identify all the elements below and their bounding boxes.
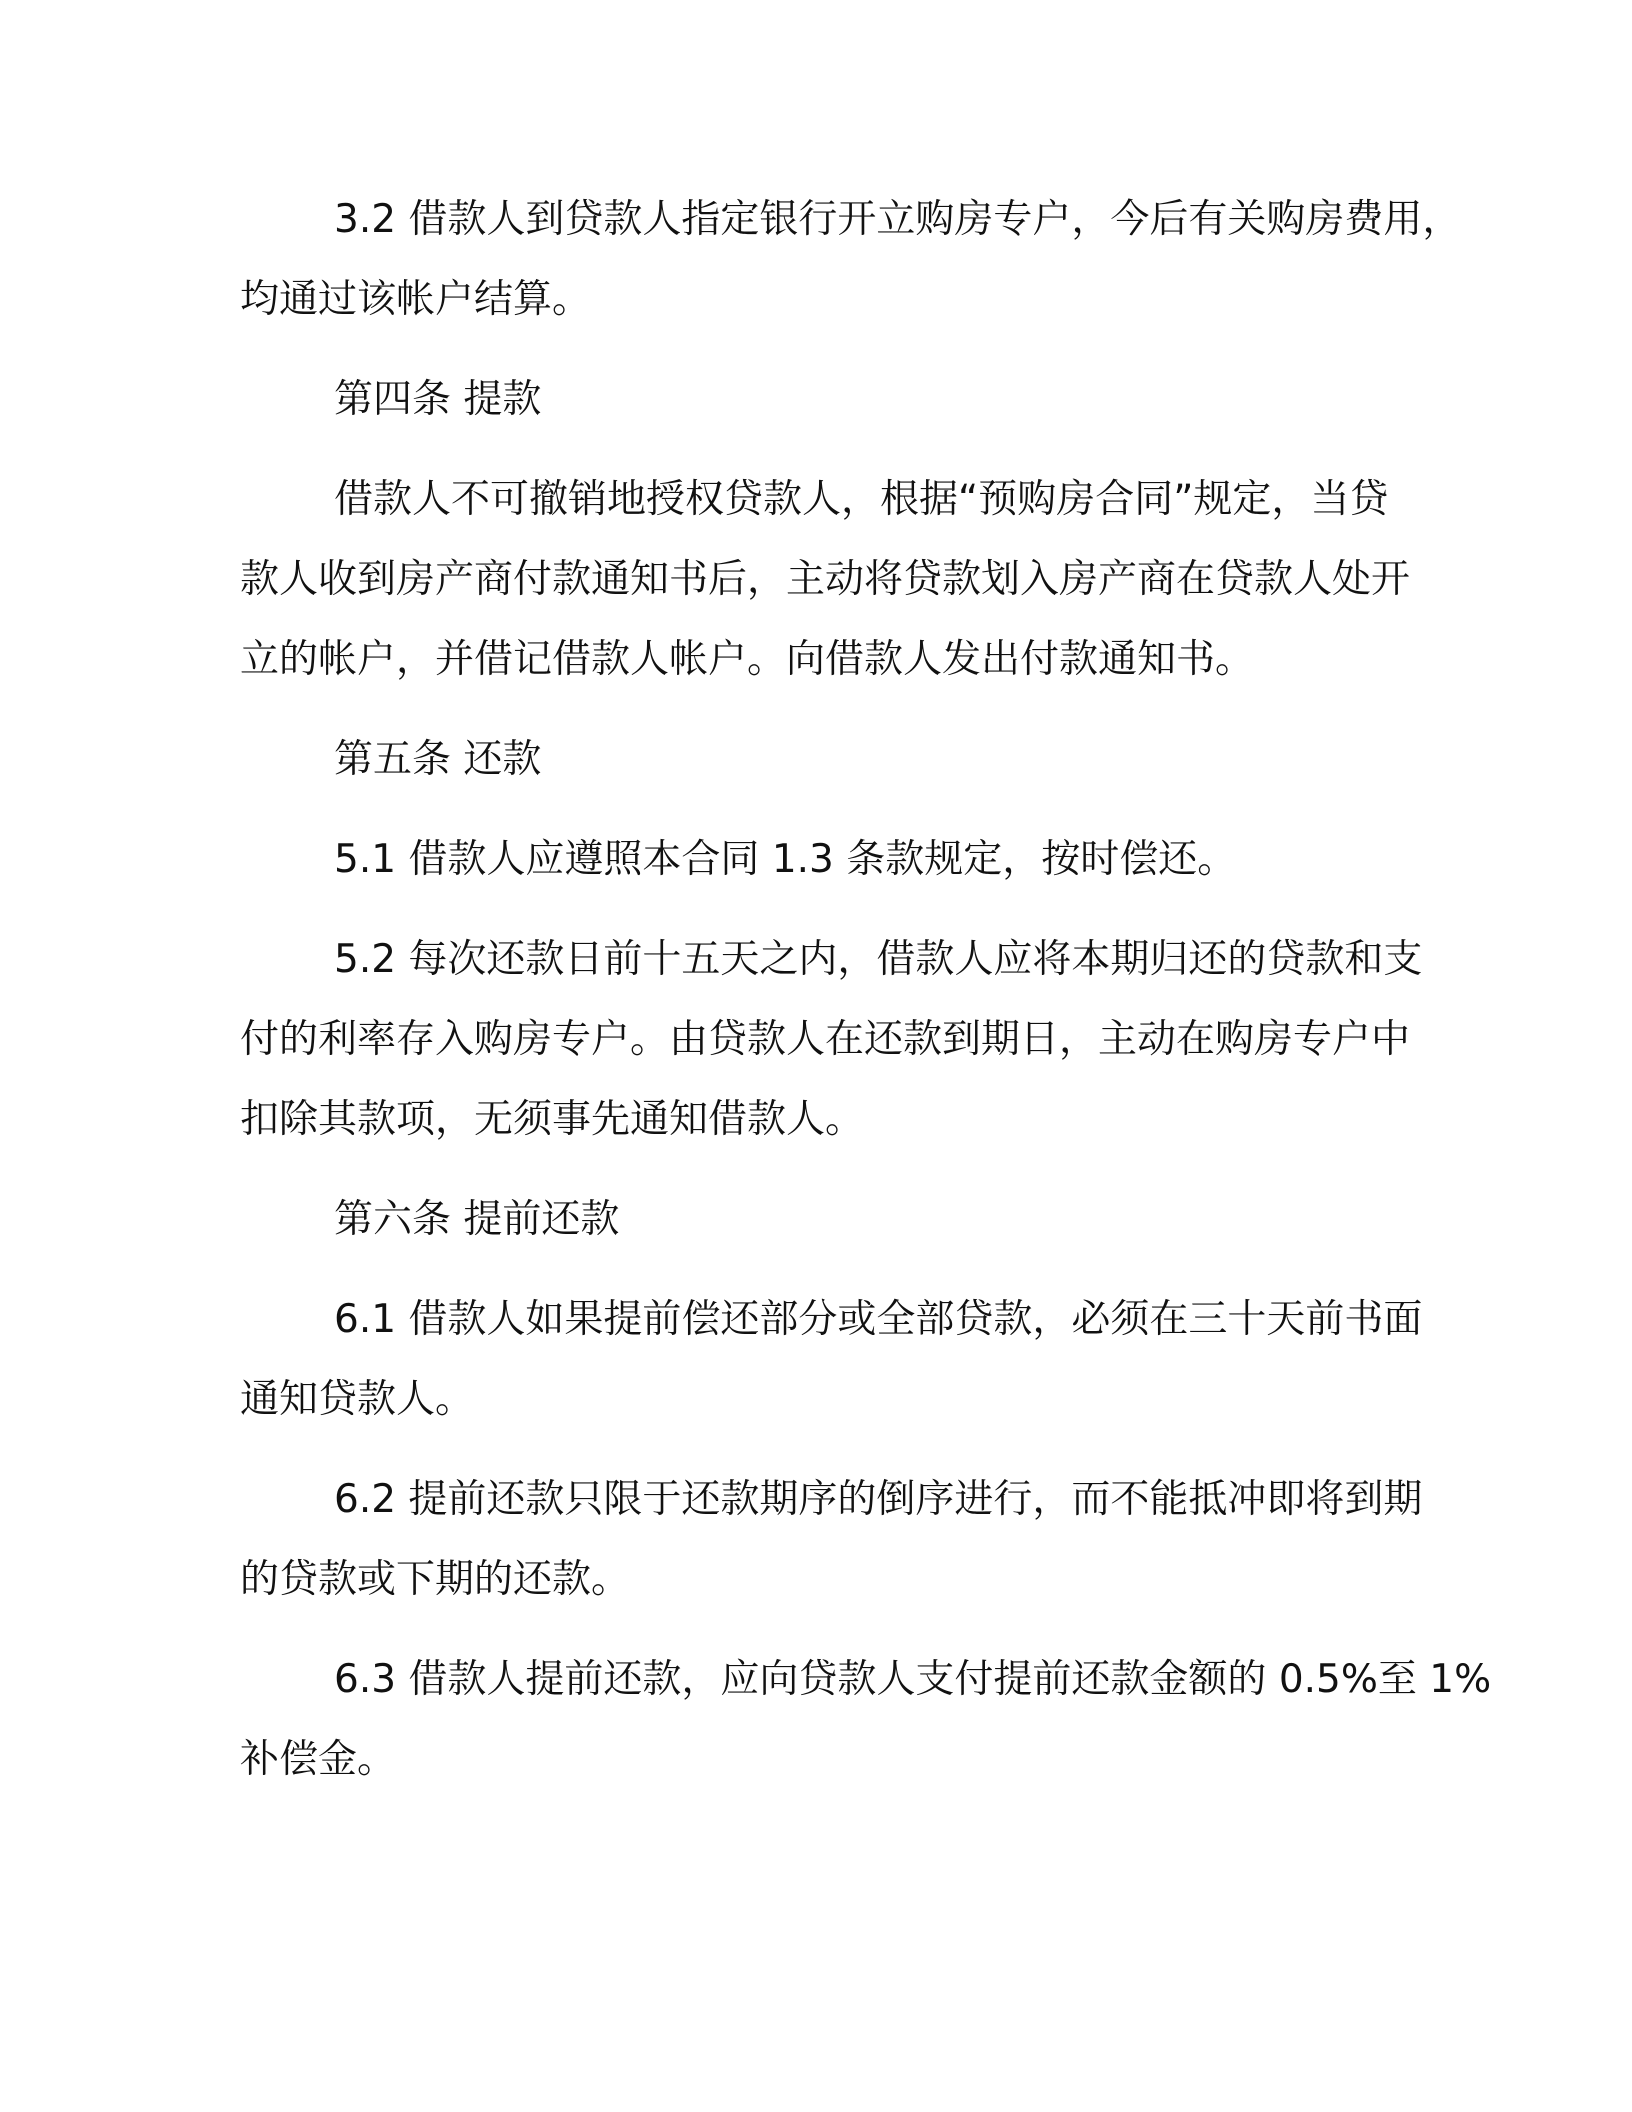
- paragraph-6-1-line-1: 6.1 借款人如果提前偿还部分或全部贷款，必须在三十天前书面: [334, 1297, 1423, 1342]
- paragraph-5-2-line-3: 扣除其款项，无须事先通知借款人。: [240, 1097, 865, 1142]
- paragraph-article-4-line-3: 立的帐户，并借记借款人帐户。向借款人发出付款通知书。: [240, 637, 1255, 682]
- paragraph-5-2-line-2: 付的利率存入购房专户。由贷款人在还款到期日，主动在购房专户中: [240, 1017, 1411, 1062]
- paragraph-5-2-line-1: 5.2 每次还款日前十五天之内，借款人应将本期归还的贷款和支: [334, 937, 1423, 982]
- paragraph-6-3-line-1: 6.3 借款人提前还款，应向贷款人支付提前还款金额的 0.5%至 1%: [334, 1657, 1492, 1702]
- paragraph-6-1-line-2: 通知贷款人。: [240, 1377, 475, 1422]
- paragraph-article-4-line-1: 借款人不可撤销地授权贷款人，根据“预购房合同”规定，当贷: [334, 477, 1389, 522]
- paragraph-3-2-line-1: 3.2 借款人到贷款人指定银行开立购房专户，今后有关购房费用，: [334, 197, 1462, 242]
- paragraph-6-2-line-1: 6.2 提前还款只限于还款期序的倒序进行，而不能抵冲即将到期: [334, 1477, 1423, 1522]
- heading-article-4: 第四条 提款: [334, 377, 542, 422]
- paragraph-article-4-line-2: 款人收到房产商付款通知书后，主动将贷款划入房产商在贷款人处开: [240, 557, 1411, 602]
- paragraph-3-2-line-2: 均通过该帐户结算。: [240, 277, 592, 322]
- paragraph-6-2-line-2: 的贷款或下期的还款。: [240, 1557, 631, 1602]
- heading-article-5: 第五条 还款: [334, 737, 542, 782]
- paragraph-5-1: 5.1 借款人应遵照本合同 1.3 条款规定，按时偿还。: [334, 837, 1237, 882]
- paragraph-6-3-line-2: 补偿金。: [240, 1737, 397, 1782]
- heading-article-6: 第六条 提前还款: [334, 1197, 620, 1242]
